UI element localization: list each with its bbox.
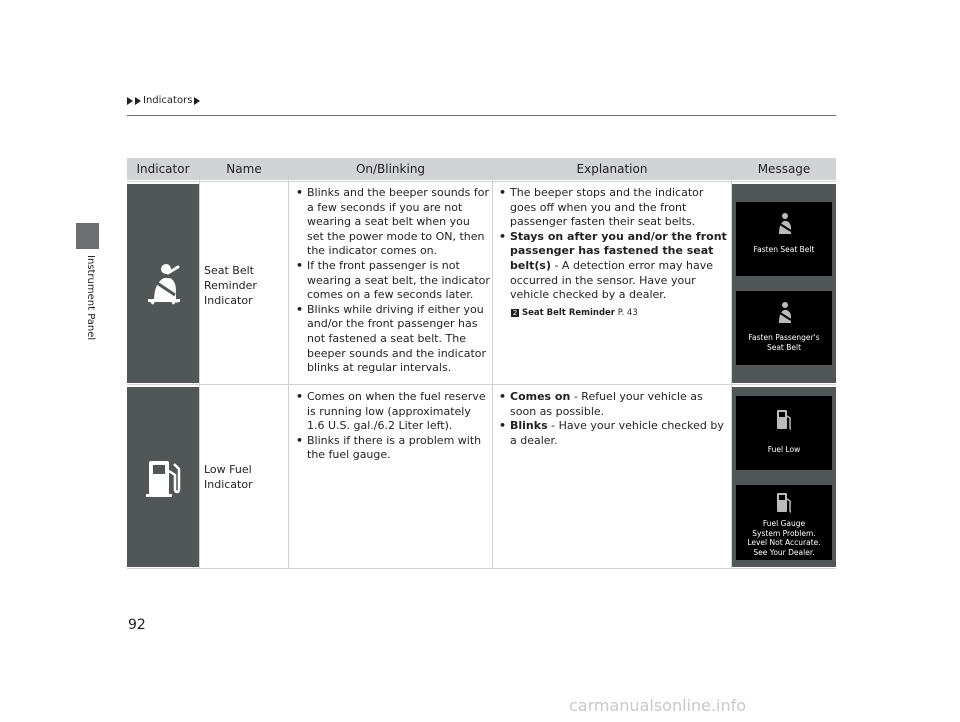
emphasis-text: Stays on after you and/or the front passenger has fastened the seat belt(s) xyxy=(510,229,727,272)
column-header-message: Message xyxy=(732,158,836,180)
explanation-text xyxy=(499,390,727,448)
message-display xyxy=(736,202,832,276)
reference-title: Seat Belt Reminder xyxy=(522,307,615,318)
cross-reference-link[interactable] xyxy=(499,306,727,321)
column-header-indicator: Indicator xyxy=(127,158,199,180)
watermark: carmanualsonline.info xyxy=(569,696,747,715)
list-item: • Blinks while driving if either you and/or the front passenger has not fastened a seat belt. The beeper sounds and the indicator blinks at regular intervals. xyxy=(296,303,490,376)
list-item xyxy=(499,230,727,303)
list-item: • If the front passenger is not wearing a seat belt, the indicator comes on a few seconds later. xyxy=(296,259,490,303)
body-text: - A detection error may have occurred in the sensor. Have your vehicle checked by a dealer. xyxy=(510,258,713,302)
message-text: Fuel Low xyxy=(767,445,801,454)
indicator-name: Low Fuel Indicator xyxy=(204,463,253,491)
message-text: Fasten Seat Belt xyxy=(753,245,815,254)
breadcrumb-label: Indicators xyxy=(143,95,193,106)
emphasis-text: Comes on xyxy=(510,390,571,403)
row-divider xyxy=(127,384,836,385)
seat-belt-icon xyxy=(773,212,795,236)
body-text: - Have your vehicle checked by a dealer. xyxy=(510,419,724,447)
on-blinking-text xyxy=(296,186,490,376)
list-item xyxy=(499,390,727,419)
breadcrumb-arrow-icon xyxy=(127,97,133,105)
indicator-cell-seat-belt xyxy=(127,184,199,383)
list-item xyxy=(499,419,727,448)
seat-belt-icon xyxy=(773,301,795,325)
fuel-pump-icon xyxy=(775,491,793,515)
list-item: • Blinks and the beeper sounds for a few seconds if you are not wearing a seat belt when you set the power mode to ON, then the indicator comes on. xyxy=(296,186,490,259)
message-display xyxy=(736,485,832,560)
section-tab-marker xyxy=(76,223,99,249)
column-divider xyxy=(288,158,289,569)
reference-page: P. 43 xyxy=(615,307,638,318)
column-divider xyxy=(492,158,493,569)
explanation-text xyxy=(499,186,727,320)
breadcrumb-arrow-icon xyxy=(194,97,200,105)
body-text: - Refuel your vehicle as soon as possible. xyxy=(510,390,703,418)
on-blinking-text xyxy=(296,390,490,463)
header-divider xyxy=(127,115,836,116)
seat-belt-icon xyxy=(140,261,186,307)
reference-arrow-icon: 2 xyxy=(512,308,518,317)
page-number: 92 xyxy=(128,617,146,633)
row-divider xyxy=(127,568,836,569)
sidebar-section-label: Instrument Panel xyxy=(85,255,96,341)
list-item: • Comes on when the fuel reserve is running low (approximately 1.6 U.S. gal./6.2 Liter left). xyxy=(296,390,490,434)
breadcrumb-arrow-icon xyxy=(135,97,141,105)
list-item: • Blinks if there is a problem with the fuel gauge. xyxy=(296,434,490,463)
message-cell-seat-belt xyxy=(732,184,836,383)
indicator-cell-low-fuel xyxy=(127,387,199,567)
message-cell-low-fuel xyxy=(732,387,836,567)
message-text: Fasten Passenger's Seat Belt xyxy=(748,333,820,352)
column-header-explanation: Explanation xyxy=(493,158,731,180)
column-divider xyxy=(199,158,200,569)
message-display xyxy=(736,291,832,365)
fuel-pump-icon xyxy=(143,455,183,499)
fuel-pump-icon xyxy=(775,408,793,432)
breadcrumb[interactable] xyxy=(127,95,200,106)
message-text: Fuel Gauge System Problem. Level Not Accurate. See Your Dealer. xyxy=(747,519,821,557)
emphasis-text: Blinks xyxy=(510,419,548,433)
row-divider xyxy=(127,181,836,182)
column-header-name: Name xyxy=(200,158,288,180)
indicator-name: Seat Belt Reminder Indicator xyxy=(204,264,257,307)
list-item: • The beeper stops and the indicator goes off when you and the front passenger fasten their seat belts. xyxy=(499,186,727,230)
message-display xyxy=(736,396,832,470)
column-header-on-blinking: On/Blinking xyxy=(289,158,492,180)
